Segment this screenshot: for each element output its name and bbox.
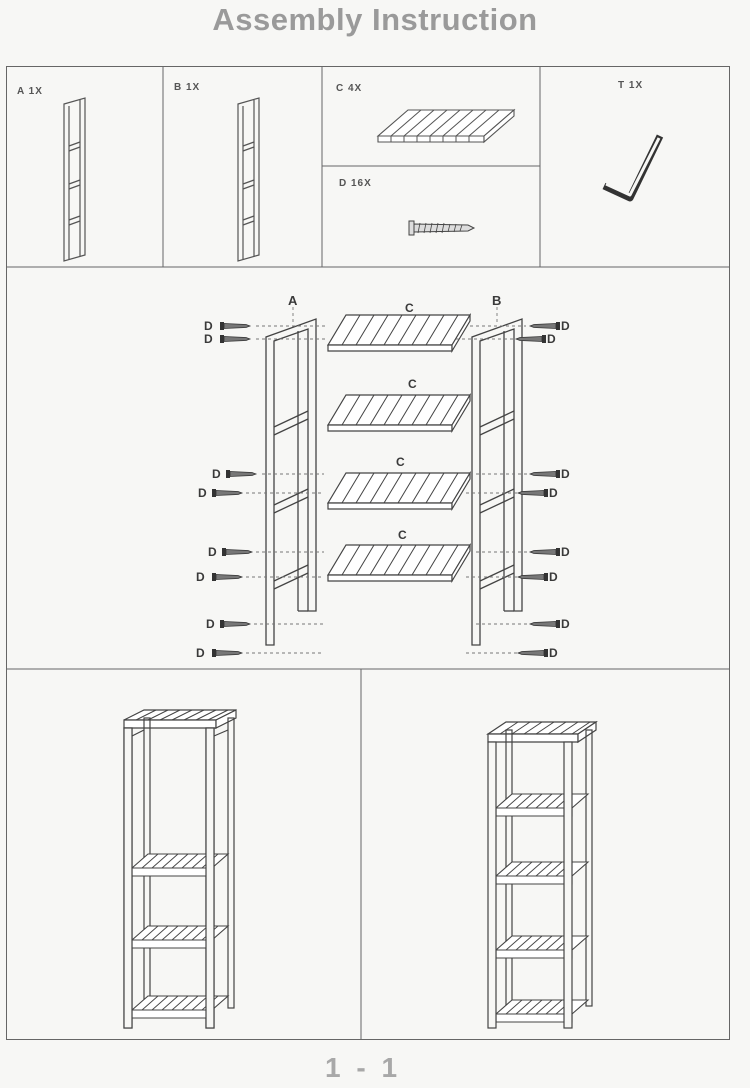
label-screw: D <box>204 332 213 346</box>
assembled-shelf-right <box>6 670 730 1040</box>
label-screw: D <box>196 570 205 584</box>
label-shelf-3: C <box>396 455 405 469</box>
part-d-label: D 16X <box>339 178 372 189</box>
label-shelf-1: C <box>405 301 414 315</box>
label-screw: D <box>561 319 570 333</box>
label-screw: D <box>212 467 221 481</box>
label-shelf-2: C <box>408 377 417 391</box>
part-t-hex-key-drawing <box>6 66 730 266</box>
part-b-label: B 1X <box>174 82 201 93</box>
shelf-2 <box>328 395 470 431</box>
part-c-label: C 4X <box>336 83 363 94</box>
shelf-1 <box>328 315 470 351</box>
label-screw: D <box>561 617 570 631</box>
label-frame-a: A <box>288 293 298 308</box>
label-screw: D <box>561 545 570 559</box>
label-screw: D <box>547 332 556 346</box>
label-screw: D <box>204 319 213 333</box>
frame-b-drawing <box>472 319 522 645</box>
frame-a-drawing <box>266 319 316 645</box>
label-shelf-4: C <box>398 528 407 542</box>
page-number: 1 - 1 <box>324 1052 402 1083</box>
part-t-label: T 1X <box>618 80 644 91</box>
label-screw: D <box>208 545 217 559</box>
label-screw: D <box>561 467 570 481</box>
document-title: Assembly Instruction <box>212 2 538 37</box>
instruction-sheet <box>6 66 730 1040</box>
part-a-label: A 1X <box>17 86 43 97</box>
shelf-3 <box>328 473 470 509</box>
label-frame-b: B <box>492 293 502 308</box>
exploded-assembly-diagram <box>6 267 730 667</box>
label-screw: D <box>549 570 558 584</box>
label-screw: D <box>206 617 215 631</box>
label-screw: D <box>196 646 205 660</box>
label-screw: D <box>549 486 558 500</box>
shelf-4 <box>328 545 470 581</box>
label-screw: D <box>198 486 207 500</box>
label-screw: D <box>549 646 558 660</box>
